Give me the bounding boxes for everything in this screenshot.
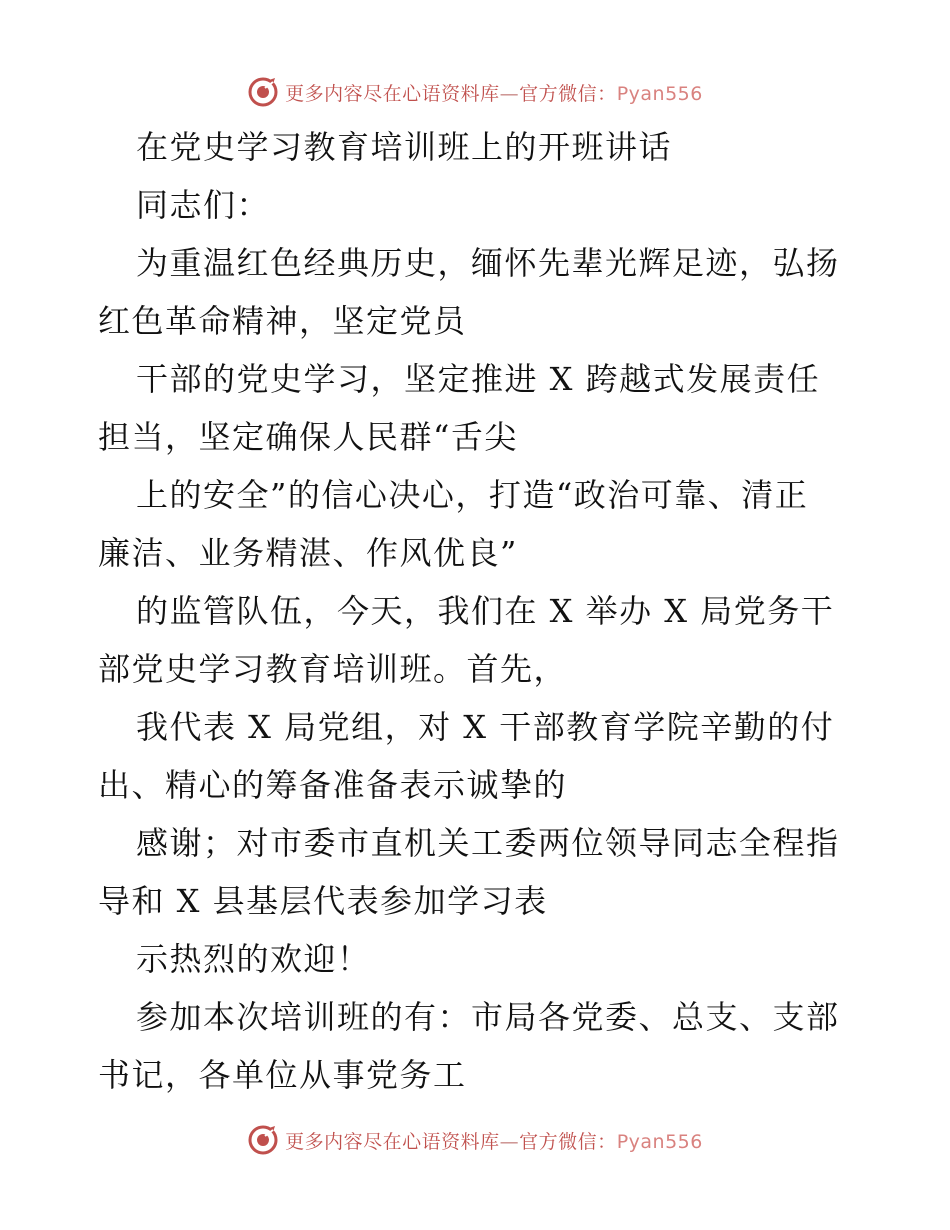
watermark-wechat-label: 官方微信： [519, 82, 617, 105]
document-line: 部党史学习教育培训班。首先， [98, 650, 568, 688]
document-line: 示热烈的欢迎！ [136, 940, 371, 978]
watermark-text [285, 79, 703, 106]
document-line: 参加本次培训班的有：市局各党委、总支、支部 [136, 998, 840, 1036]
document-line: 感谢；对市委市直机关工委两位领导同志全程指 [136, 824, 840, 862]
quill-logo-icon [247, 76, 279, 108]
footer-watermark-banner [0, 1118, 950, 1162]
document-line: 出、精心的筹备准备表示诚挚的 [98, 766, 568, 804]
watermark-separator: — [499, 82, 520, 105]
watermark-wechat-label: 官方微信： [519, 1130, 617, 1153]
quill-logo-icon [247, 1124, 279, 1156]
document-line: 红色革命精神，坚定党员 [98, 302, 467, 340]
document-line: 在党史学习教育培训班上的开班讲话 [136, 128, 673, 166]
document-line: 同志们： [136, 186, 271, 224]
document-line: 为重温红色经典历史，缅怀先辈光辉足迹，弘扬 [136, 244, 840, 282]
watermark-site-text: 更多内容尽在心语资料库 [285, 82, 500, 105]
watermark-wechat-id: Pyan556 [616, 1130, 703, 1153]
watermark-text [285, 1127, 703, 1154]
watermark-wechat-id: Pyan556 [616, 82, 703, 105]
document-line: 担当，坚定确保人民群“舌尖 [98, 418, 518, 456]
document-line: 的监管队伍，今天，我们在 X 举办 X 局党务干 [136, 592, 835, 630]
document-line: 书记，各单位从事党务工 [98, 1056, 467, 1094]
document-line: 干部的党史学习，坚定推进 X 跨越式发展责任 [136, 360, 821, 398]
document-line: 我代表 X 局党组，对 X 干部教育学院辛勤的付 [136, 708, 835, 746]
header-watermark-banner [0, 70, 950, 114]
document-body [98, 118, 858, 1104]
document-line: 上的安全”的信心决心，打造“政治可靠、清正 [136, 476, 809, 514]
document-line: 廉洁、业务精湛、作风优良” [98, 534, 518, 572]
watermark-separator: — [499, 1130, 520, 1153]
document-line: 导和 X 县基层代表参加学习表 [98, 882, 548, 920]
watermark-site-text: 更多内容尽在心语资料库 [285, 1130, 500, 1153]
